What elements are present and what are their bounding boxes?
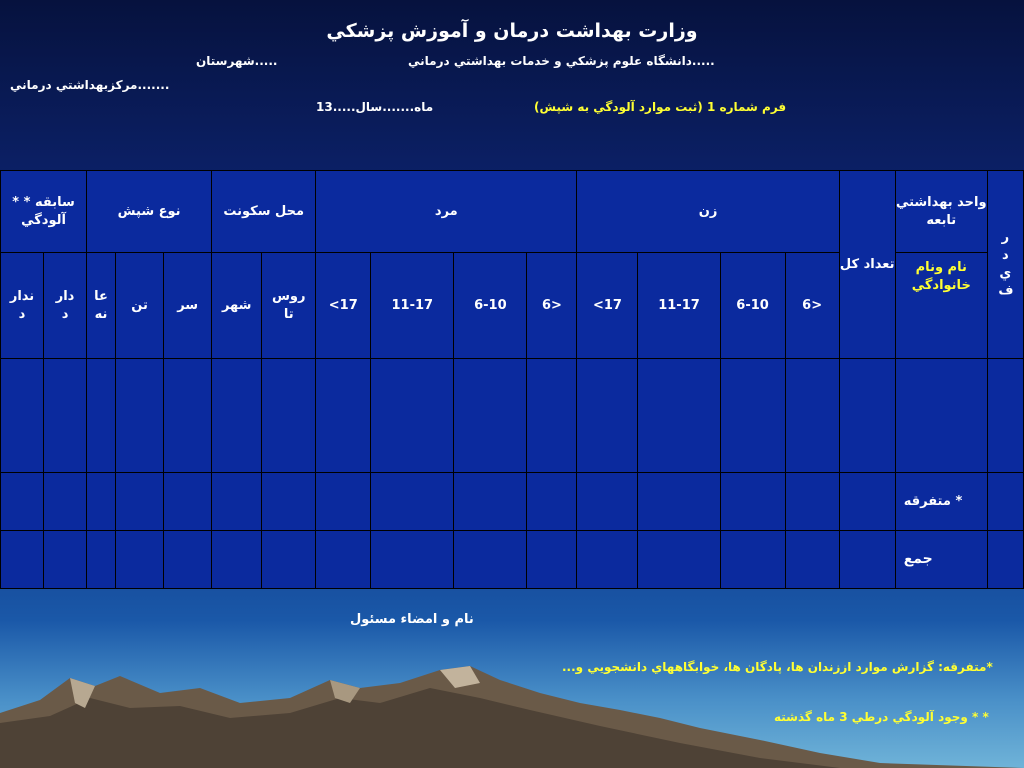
university-label: دانشگاه علوم پزشكي و خدمات بهداشتي درماني..... [408, 54, 715, 68]
female-age-3: 11-17 [638, 253, 720, 359]
residence-village: روس تا [262, 253, 316, 359]
city-label: شهرستان..... [196, 54, 278, 68]
female-age-4: <17 [577, 253, 638, 359]
date-label: ماه.......سال.....13 [316, 100, 434, 114]
female-header: زن [577, 171, 839, 253]
lice-pubic: عانه [87, 253, 116, 359]
signature-label: نام و امضاء مسئول [350, 612, 474, 627]
residence-header: محل سكونت [212, 171, 316, 253]
male-header: مرد [316, 171, 577, 253]
history-no: ندار د [1, 253, 44, 359]
total-label: جمع [895, 531, 987, 589]
female-age-1: 6> [785, 253, 839, 359]
row-number-header: ردي ف [987, 171, 1023, 359]
female-age-2: 6-10 [720, 253, 785, 359]
note-history: * * وجود آلودگي درطي 3 ماه گذشته [774, 710, 989, 724]
table-row-misc [1, 473, 1024, 531]
history-header: * * سابقه آلودگي [1, 171, 87, 253]
name-header: نام ونام خانوادگي [895, 253, 987, 359]
lice-type-header: نوع شپش [87, 171, 212, 253]
lice-head: سر [164, 253, 212, 359]
misc-label: متفرقه * [895, 473, 987, 531]
lice-body: تن [116, 253, 164, 359]
total-header: تعداد كل [839, 171, 895, 359]
form-title: فرم شماره 1 (ثبت موارد آلودگي به شپش) [534, 100, 787, 114]
male-age-1: 6> [527, 253, 577, 359]
residence-city: شهر [212, 253, 262, 359]
history-yes: دار د [44, 253, 87, 359]
ministry-title: وزارت بهداشت درمان و آموزش پزشكي [326, 20, 698, 42]
center-label: مركزبهداشتي درماني....... [10, 78, 170, 92]
male-age-2: 6-10 [454, 253, 527, 359]
note-misc: *متفرقه: گزارش موارد اززندان ها، پادگان ها، خوابگاههاي دانشجويي و... [562, 660, 993, 674]
table-row [1, 359, 1024, 473]
table-row-total [1, 531, 1024, 589]
lice-report-table [0, 170, 1024, 589]
unit-header: واحد بهداشتي تابعه [895, 171, 987, 253]
male-age-4: <17 [316, 253, 371, 359]
male-age-3: 11-17 [371, 253, 454, 359]
